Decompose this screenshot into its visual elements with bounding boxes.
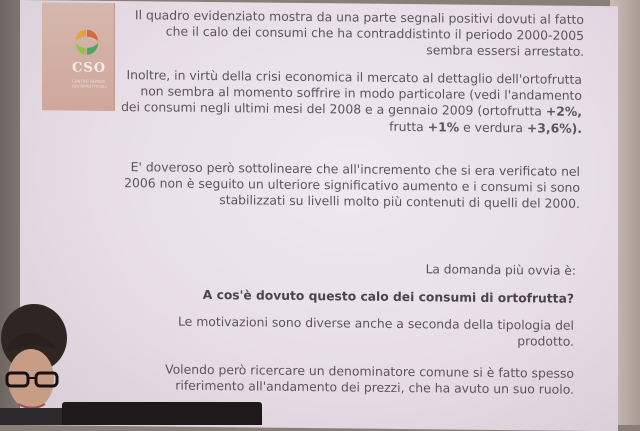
p5-line-2: riferimento all'andamento dei prezzi, che ha avuto un suo ruolo. bbox=[175, 377, 574, 398]
p2-line-2: non sembra al momento soffrire in modo particolare (vedi l'andamento bbox=[140, 83, 582, 104]
p3-line-3: stabilizzati su livelli molto più contenuti di quelli del 2000. bbox=[219, 192, 580, 212]
ortofrutta-growth: +2%, bbox=[545, 103, 582, 120]
p2-line-1: Inoltre, in virtù della crisi economica il mercato al dettaglio dell'ortofrutta bbox=[126, 67, 582, 87]
p2-line-4 bbox=[121, 116, 582, 137]
projection-screen bbox=[20, 0, 618, 431]
frutta-growth: +1% bbox=[427, 118, 460, 135]
p5-line-1: Volendo però ricercare un denominatore comune si è fatto spesso bbox=[165, 361, 574, 381]
paragraph-3 bbox=[124, 159, 580, 212]
logo-subtitle: CENTRO SERVIZI ORTOFRUTTICOLI bbox=[72, 78, 107, 89]
p4-line-2: prodotto. bbox=[517, 333, 574, 350]
paragraph-1 bbox=[135, 7, 584, 60]
verdura-growth: +3,6%). bbox=[526, 119, 582, 136]
frutta-label: frutta bbox=[389, 118, 424, 134]
p1-line-2: che il calo dei consumi che ha contraddistinto il periodo 2000-2005 bbox=[165, 23, 584, 44]
cso-logo-mark bbox=[70, 27, 102, 59]
verdura-label: e verdura bbox=[463, 119, 523, 135]
p1-line-1: Il quadro evidenziato mostra da una parte segnali positivi dovuti al fatto bbox=[134, 7, 584, 27]
p2-line-3-text: dei consumi negli ultimi mesi del 2008 e a gennaio 2009 (ortofrutta bbox=[121, 99, 542, 119]
main-question: A cos'è dovuto questo calo dei consumi di ortofrutta? bbox=[202, 287, 574, 306]
question-intro: La domanda più ovvia è: bbox=[425, 262, 576, 278]
p4-line-1: Le motivazioni sono diverse anche a seconda della tipologia del bbox=[177, 313, 574, 333]
paragraph-4 bbox=[178, 314, 574, 351]
p3-line-2: 2006 non è seguito un ulteriore significativo aumento e i consumi si sono bbox=[124, 175, 580, 196]
paragraph-5 bbox=[165, 362, 574, 399]
p1-line-3: sembra essersi arrestato. bbox=[426, 42, 584, 60]
logo-text: CSO bbox=[72, 60, 107, 76]
p3-line-1: E' doveroso però sottolineare che all'incremento che si era verificato nel bbox=[130, 159, 580, 179]
cso-logo bbox=[42, 2, 115, 111]
laptop-silhouette bbox=[62, 402, 262, 425]
paragraph-2 bbox=[121, 67, 582, 137]
